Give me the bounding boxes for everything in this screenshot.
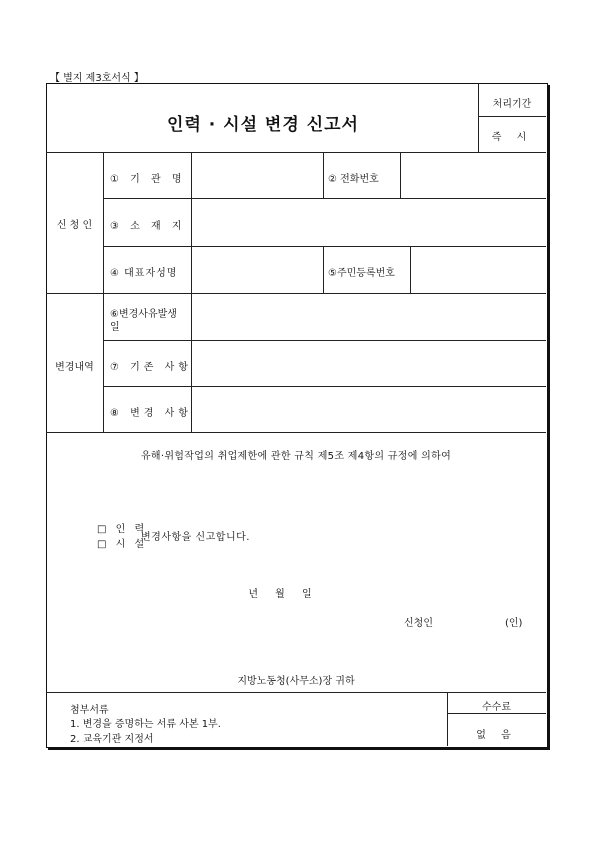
change-section-label: 변경내역 (55, 362, 94, 373)
option-personnel-checkbox[interactable]: □ 인 력 (97, 524, 148, 535)
resident-no-label: ⑤주민등록번호 (328, 268, 395, 279)
changed-field[interactable] (192, 387, 545, 431)
existing-label: ⑦ 기존 사항 (110, 362, 192, 373)
resident-no-field[interactable] (411, 247, 545, 292)
attachment-item-1: 1. 변경을 증명하는 서류 사본 1부. (70, 719, 221, 730)
reason-date-field[interactable] (192, 294, 545, 339)
applicant-section-label: 신 청 인 (56, 220, 93, 231)
rep-name-field[interactable] (192, 247, 322, 292)
report-statement: 변경사항을 신고합니다. (141, 532, 250, 543)
existing-field[interactable] (192, 341, 545, 385)
agency-name-field[interactable] (192, 153, 322, 197)
addressee: 지방노동청(사무소)장 귀하 (237, 676, 355, 687)
attachment-item-2: 2. 교육기관 지정서 (70, 734, 154, 745)
attachments-heading: 첨부서류 (70, 705, 109, 716)
phone-label: ② 전화번호 (328, 174, 379, 185)
form-number: 【 별지 제3호서식 】 (50, 73, 144, 84)
applicant-signature-label: 신청인 (404, 618, 433, 629)
rep-name-label: ④ 대표자성명 (110, 268, 178, 279)
phone-field[interactable] (401, 153, 545, 197)
address-field[interactable] (192, 199, 545, 245)
processing-period-label: 처리기간 (492, 99, 532, 110)
seal-mark: (인) (505, 618, 523, 629)
fee-value: 없 음 (476, 730, 517, 741)
address-label: ③ 소 재 지 (110, 221, 186, 232)
agency-name-label: ① 기 관 명 (110, 174, 186, 185)
reason-date-label: ⑥변경사유발생 (110, 309, 177, 320)
fee-label: 수수료 (482, 702, 511, 713)
reason-date-label-cont: 일 (110, 322, 120, 333)
option-facility-checkbox[interactable]: □ 시 설 (97, 539, 148, 550)
changed-label: ⑧ 변경 사항 (110, 408, 192, 419)
form-title: 인력 · 시설 변경 신고서 (167, 115, 359, 135)
date-line: 년 월 일 (248, 589, 312, 600)
processing-period-value: 즉 시 (491, 132, 533, 143)
legal-basis-text: 유해·위험작업의 취업제한에 관한 규칙 제5조 제4항의 규정에 의하여 (140, 451, 452, 462)
